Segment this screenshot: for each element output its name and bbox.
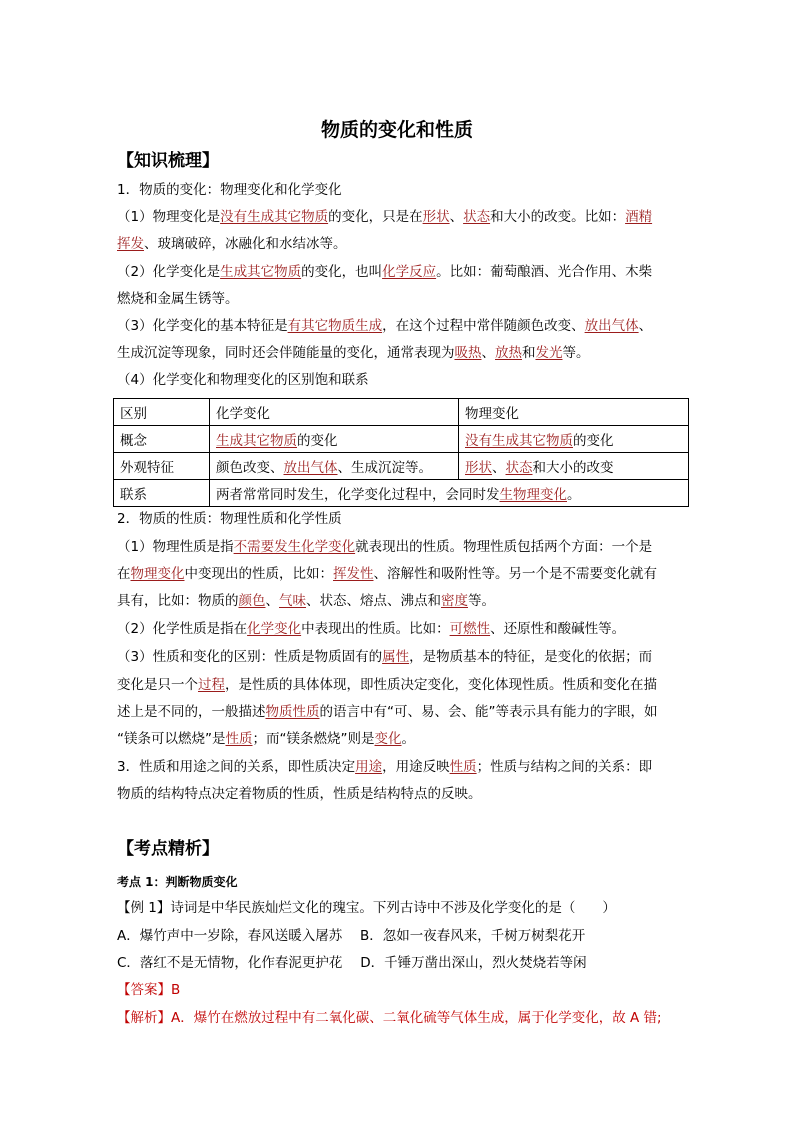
- table-cell: 两者常常同时发生，化学变化过程中，会同时发生物理变化。: [210, 480, 689, 507]
- paragraph-7-cont: 在物理变化中变现出的性质，比如：挥发性、溶解性和吸附性等。另一个是不需要变化就有: [117, 566, 657, 582]
- paragraph-10: 3．性质和用途之间的关系，即性质决定用途，用途反映性质；性质与结构之间的关系：即: [117, 759, 653, 775]
- table-cell: 生成其它物质的变化: [210, 426, 459, 453]
- table-cell: 区别: [114, 399, 210, 426]
- paragraph-5: （4）化学变化和物理变化的区别饱和联系: [117, 372, 369, 388]
- paragraph-9: （3）性质和变化的区别：性质是物质固有的属性，是物质基本的特征，是变化的依据；而: [117, 649, 653, 665]
- table-cell: 化学变化: [210, 399, 459, 426]
- paragraph-7: （1）物理性质是指不需要发生化学变化就表现出的性质。物理性质包括两个方面：一个是: [117, 539, 653, 555]
- page-title: 物质的变化和性质: [320, 119, 473, 141]
- answer-line: 【答案】B: [117, 982, 181, 998]
- paragraph-2-cont: 挥发、玻璃破碎，冰融化和水结冰等。: [117, 236, 347, 252]
- section-heading-analysis: 【考点精析】: [117, 839, 219, 859]
- table-cell: 联系: [114, 480, 210, 507]
- table-row: [114, 480, 689, 507]
- paragraph-3: （2）化学变化是生成其它物质的变化，也叫化学反应。比如：葡萄酿酒、光合作用、木柴: [117, 264, 653, 280]
- paragraph-6: 2．物质的性质：物理性质和化学性质: [117, 511, 342, 527]
- paragraph-3-cont: 燃烧和金属生锈等。: [117, 291, 239, 307]
- example-options-cd: C．落红不是无情物，化作春泥更护花 D．千锤万凿出深山，烈火焚烧若等闲: [117, 955, 587, 971]
- table-row: [114, 399, 689, 426]
- paragraph-4: （3）化学变化的基本特征是有其它物质生成，在这个过程中常伴随颜色改变、放出气体、: [117, 318, 653, 334]
- table-cell: 外观特征: [114, 453, 210, 480]
- key-point-label: 考点 1：判断物质变化: [117, 875, 238, 889]
- example-question: 【例 1】诗词是中华民族灿烂文化的瑰宝。下列古诗中不涉及化学变化的是（ ）: [117, 900, 616, 916]
- table-cell: 形状、状态和大小的改变: [459, 453, 689, 480]
- paragraph-7-cont2: 具有，比如：物质的颜色、气味、状态、熔点、沸点和密度等。: [117, 593, 495, 609]
- table-cell: 概念: [114, 426, 210, 453]
- paragraph-10-cont: 物质的结构特点决定着物质的性质，性质是结构特点的反映。: [117, 786, 482, 802]
- table-cell: 颜色改变、放出气体、生成沉淀等。: [210, 453, 459, 480]
- paragraph-9-cont3: “镁条可以燃烧”是性质；而“镁条燃烧”则是变化。: [117, 731, 415, 747]
- paragraph-9-cont: 变化是只一个过程，是性质的具体体现，即性质决定变化，变化体现性质。性质和变化在描: [117, 677, 657, 693]
- comparison-table: [113, 398, 689, 507]
- paragraph-4-cont: 生成沉淀等现象，同时还会伴随能量的变化，通常表现为吸热、放热和发光等。: [117, 345, 590, 361]
- paragraph-9-cont2: 述上是不同的，一般描述物质性质的语言中有“可、易、会、能”等表示具有能力的字眼，如: [117, 704, 658, 720]
- paragraph-1: 1．物质的变化：物理变化和化学变化: [117, 182, 342, 198]
- table-cell: 没有生成其它物质的变化: [459, 426, 689, 453]
- table-cell: 物理变化: [459, 399, 689, 426]
- table-row: [114, 453, 689, 480]
- example-options-ab: A．爆竹声中一岁除，春风送暖入屠苏 B．忽如一夜春风来，千树万树梨花开: [117, 928, 586, 944]
- analysis-line: 【解析】A．爆竹在燃放过程中有二氧化碳、二氧化硫等气体生成，属于化学变化，故 A 错;: [117, 1010, 662, 1026]
- table-row: [114, 426, 689, 453]
- paragraph-8: （2）化学性质是指在化学变化中表现出的性质。比如：可燃性、还原性和酸碱性等。: [117, 621, 626, 637]
- paragraph-2: （1）物理变化是没有生成其它物质的变化，只是在形状、状态和大小的改变。比如：酒精: [117, 209, 653, 225]
- section-heading-knowledge: 【知识梳理】: [117, 151, 219, 171]
